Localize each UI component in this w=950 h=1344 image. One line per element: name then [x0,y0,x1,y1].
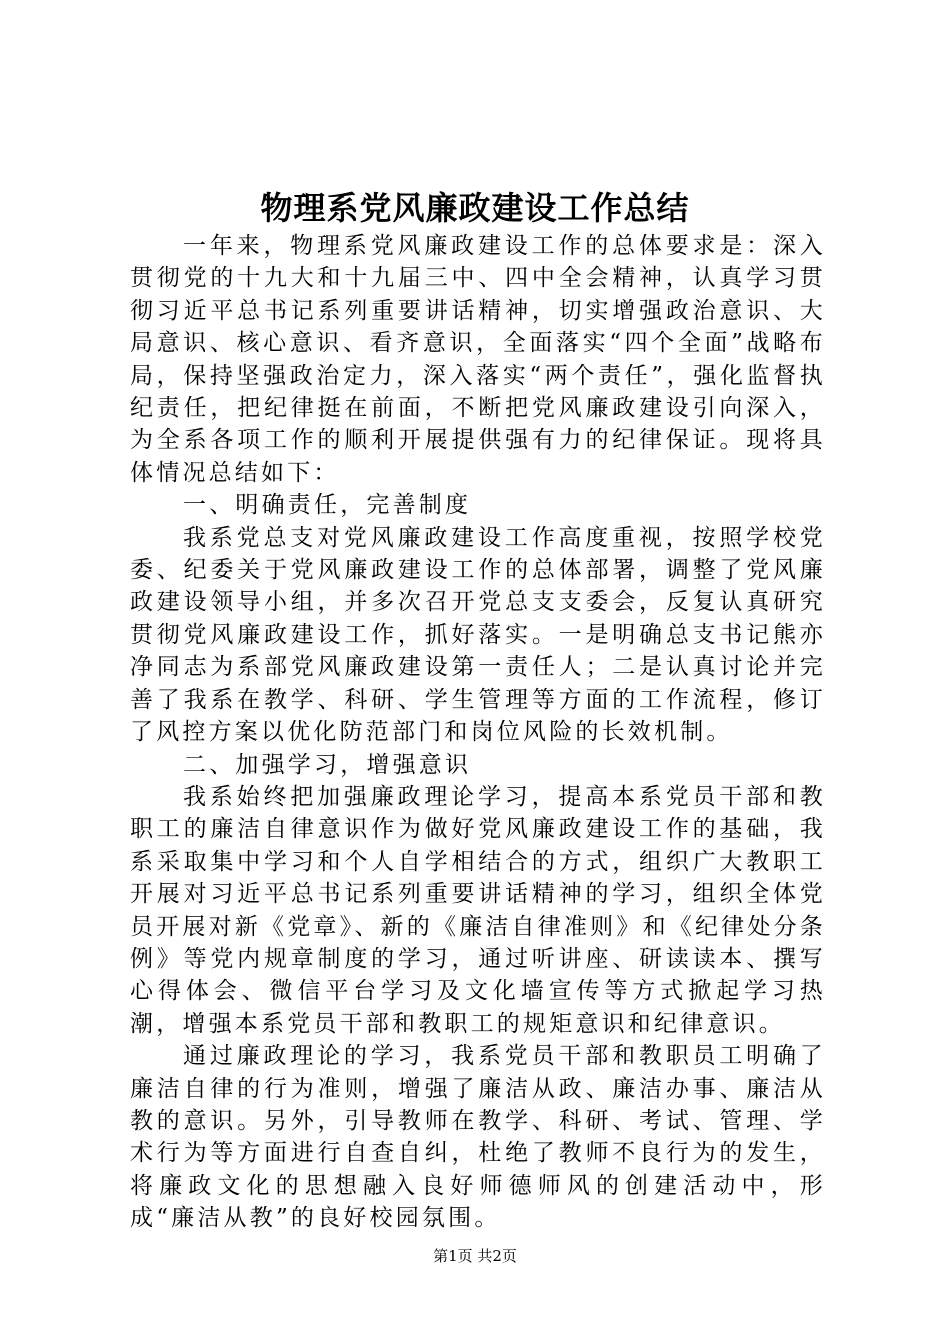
intro-paragraph: 一年来，物理系党风廉政建设工作的总体要求是：深入贯彻党的十九大和十九届三中、四中全会精神，认真学习贯彻习近平总书记系列重要讲话精神，切实增强政治意识、大局意识、核心意识、看齐意识，全面落实“四个全面”战略布局，保持坚强政治定力，深入落实“两个责任”，强化监督执纪责任，把纪律挺在前面，不断把党风廉政建设引向深入，为全系各项工作的顺利开展提供强有力的纪律保证。现将具体情况总结如下： [130,233,826,486]
document-title: 物理系党风廉政建设工作总结 [260,189,690,227]
section-heading-2: 二、加强学习，增强意识 [183,751,472,778]
document-body [130,230,826,1235]
section-heading-1: 一、明确责任，完善制度 [183,492,472,519]
section-2-paragraph-1: 我系始终把加强廉政理论学习，提高本系党员干部和教职工的廉洁自律意识作为做好党风廉政建设工作的基础，我系采取集中学习和个人自学相结合的方式，组织广大教职工开展对习近平总书记系列重要讲话精神的学习，组织全体党员开展对新《党章》、新的《廉洁自律准则》和《纪律处分条例》等党内规章制度的学习，通过听讲座、研读读本、撰写心得体会、微信平台学习及文化墙宣传等方式掀起学习热潮，增强本系党员干部和教职工的规矩意识和纪律意识。 [130,783,826,1037]
section-2-paragraph-2: 通过廉政理论的学习，我系党员干部和教职员工明确了廉洁自律的行为准则，增强了廉洁从政、廉洁办事、廉洁从教的意识。另外，引导教师在教学、科研、考试、管理、学术行为等方面进行自查自纠，杜绝了教师不良行为的发生，将廉政文化的思想融入良好师德师风的创建活动中，形成“廉洁从教”的良好校园氛围。 [130,1043,826,1232]
page-footer: 第1页 共2页 [433,1247,517,1265]
section-1-paragraph: 我系党总支对党风廉政建设工作高度重视，按照学校党委、纪委关于党风廉政建设工作的总体部署，调整了党风廉政建设领导小组，并多次召开党总支支委会，反复认真研究贯彻党风廉政建设工作，抓好落实。一是明确总支书记熊亦净同志为系部党风廉政建设第一责任人；二是认真讨论并完善了我系在教学、科研、学生管理等方面的工作流程，修订了风控方案以优化防范部门和岗位风险的长效机制。 [130,524,826,746]
